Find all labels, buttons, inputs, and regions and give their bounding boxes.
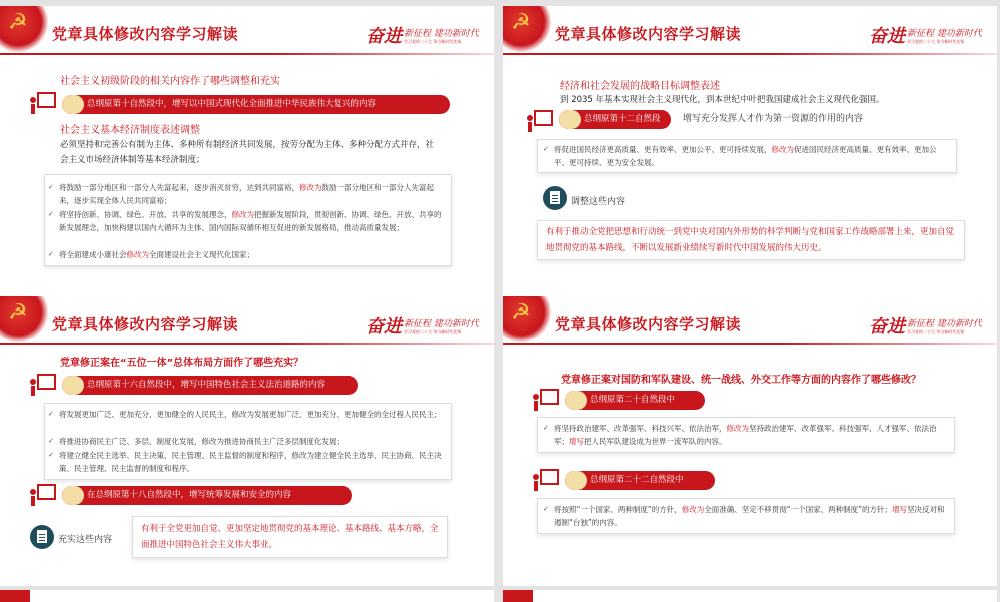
document-icon (30, 525, 54, 549)
bullet-box (537, 139, 957, 173)
question-heading: 社会主义初级阶段的相关内容作了哪些调整和充实 (60, 76, 280, 87)
bullet-item: ✓ 将坚持政治建军、改革强军、科技兴军、依法治军，修改为坚持政治建军、改革强军、科技强军、人才强军、依法治军；增写把人民军队建设成为世界一流军队的内容。 (543, 424, 937, 446)
conclusion-box (537, 220, 965, 260)
conclusion-text: 有利于推动全党把思想和行动统一到党中央对国内外形势的科学判断与党和国家工作战略部署上来，更加自觉地贯彻党的基本路线，不断以发展新业绩续写新时代中国发展的伟大历史。 (546, 227, 955, 253)
question-heading: 党章修正案在“五位一体”总体布局方面作了哪些充实？ (60, 358, 304, 369)
highlight-pill (559, 110, 671, 129)
lecture-icon (527, 110, 551, 132)
bullet-item: ✓ 将促进国民经济更高质量、更有效率、更加公平、更可持续发展，修改为促进国民经济更高质量、更有效率、更加公平、更可持续、更为安全发展。 (543, 145, 937, 167)
check-icon: ✓ (48, 210, 54, 218)
logo-slogan: 新征程 建功新时代 (907, 319, 982, 329)
party-flag-decoration (503, 296, 551, 342)
pill-label: 总纲原第十六自然段中，增写中国特色社会主义法治道路的内容 (87, 380, 326, 390)
bullet-item: ✓ 将发展更加广泛、更加充分、更加健全的人民民主，修改为发展更加广泛、更加充分、更加健全的全过程人民民主； (48, 410, 442, 419)
highlight-pill (565, 471, 715, 490)
enrich-label: 充实这些内容 (58, 535, 113, 545)
party-emblem-icon: ☭ (511, 10, 531, 35)
slide-title: 党章具体修改内容学习解读 (52, 25, 239, 43)
lecture-icon (30, 92, 54, 114)
logo-subslogan: 学习党的二十大 争当新时代先锋 (404, 329, 462, 334)
check-icon: ✓ (48, 183, 54, 191)
conclusion-box (132, 516, 448, 558)
logo-subslogan: 学习党的二十大 争当新时代先锋 (907, 39, 965, 44)
logo (863, 316, 983, 344)
question-heading: 经济和社会发展的战略目标调整表述 (560, 81, 720, 92)
slide-1[interactable] (0, 6, 494, 296)
check-icon: ✓ (543, 505, 549, 513)
lecture-icon (30, 484, 54, 506)
party-emblem-icon: ☭ (511, 300, 531, 325)
highlight-pill (62, 95, 450, 114)
party-flag-decoration (503, 6, 551, 52)
body-paragraph: 必须坚持和完善公有制为主体、多种所有制经济共同发展，按劳分配为主体、多种分配方式并存，社会主义市场经济体制等基本经济制度； (60, 140, 435, 165)
highlight-pill (62, 486, 352, 505)
next-slide-preview[interactable] (503, 590, 997, 602)
body-paragraph: 到 2035 年基本实现社会主义现代化，到本世纪中叶把我国建成社会主义现代化强国。 (560, 95, 885, 105)
party-emblem-icon: ☭ (8, 10, 28, 35)
party-flag-decoration (503, 590, 533, 602)
party-flag-decoration (0, 6, 48, 52)
pill-label: 总纲原第十二自然段 (584, 114, 661, 124)
highlight-pill (565, 391, 705, 410)
bullet-box (537, 498, 955, 534)
logo-big-text: 奋进 (869, 26, 905, 47)
conclusion-text: 有利于全党更加自觉、更加坚定地贯彻党的基本理论、基本路线、基本方略，全面推进中国特色社会主义伟大事业。 (141, 524, 439, 550)
logo-big-text: 奋进 (366, 26, 402, 47)
lecture-icon (533, 469, 557, 491)
party-emblem-icon: ☭ (8, 300, 28, 325)
document-icon (543, 186, 567, 210)
bullet-item: ✓ 将全面建成小康社会修改为全面建设社会主义现代化国家； (48, 250, 254, 259)
slide-title: 党章具体修改内容学习解读 (555, 25, 742, 43)
party-flag-decoration (0, 296, 48, 342)
slide-title: 党章具体修改内容学习解读 (52, 315, 239, 333)
pill-label: 总纲原第二十二自然段中 (590, 475, 684, 485)
check-icon: ✓ (543, 145, 549, 153)
logo-subslogan: 学习党的二十大 争当新时代先锋 (404, 39, 462, 44)
check-icon: ✓ (48, 437, 54, 445)
section-heading: 社会主义基本经济制度表述调整 (60, 125, 200, 136)
logo-slogan: 新征程 建功新时代 (907, 29, 982, 39)
next-slide-preview[interactable] (0, 590, 494, 602)
pill-description: 增写充分发挥人才作为第一资源的作用的内容 (683, 114, 864, 124)
pill-label: 总纲原第二十自然段中 (590, 395, 676, 405)
bullet-box (537, 417, 955, 453)
highlight-pill (62, 376, 358, 395)
slide-title: 党章具体修改内容学习解读 (555, 315, 742, 333)
lecture-icon (30, 374, 54, 396)
check-icon: ✓ (48, 250, 54, 258)
logo-subslogan: 学习党的二十大 争当新时代先锋 (907, 329, 965, 334)
slide-4[interactable] (503, 296, 997, 586)
party-flag-decoration (0, 590, 30, 602)
question-heading: 党章修正案对国防和军队建设、统一战线、外交工作等方面的内容作了哪些修改？ (561, 375, 921, 386)
adjust-label: 调整这些内容 (571, 197, 626, 207)
pill-label: 总纲原第十自然段中，增写以中国式现代化全面推进中华民族伟大复兴的内容 (87, 99, 377, 109)
bullet-box (44, 174, 452, 266)
logo (360, 316, 480, 344)
pill-label: 在总纲原第十八自然段中，增写统筹发展和安全的内容 (87, 490, 292, 500)
logo (360, 26, 480, 54)
bullet-item: ✓ 将坚持创新、协调、绿色、开放、共享的发展理念，修改为把握新发展阶段，贯彻创新、协调、绿色、开放、共享的新发展理念，加快构建以国内大循环为主体、国内国际双循环相互促进的新发展格局，推动高质量发展； (48, 210, 442, 232)
check-icon: ✓ (48, 410, 54, 418)
bullet-box (44, 403, 452, 480)
bullet-item: ✓ 将鼓励一部分地区和一部分人先富起来，逐步消灭贫穷，达到共同富裕，修改为鼓励一部分地区和一部分人先富起来，逐步实现全体人民共同富裕； (48, 183, 434, 205)
bullet-item: ✓ 将建立健全民主选举、民主决策、民主管理、民主监督的制度和程序，修改为建立健全民主选举、民主协商、民主决策、民主管理、民主监督的制度和程序。 (48, 451, 442, 473)
logo-big-text: 奋进 (366, 316, 402, 337)
check-icon: ✓ (48, 451, 54, 459)
check-icon: ✓ (543, 424, 549, 432)
bullet-item: ✓ 将推进协商民主广泛、多层、制度化发展，修改为推进协商民主广泛多层制度化发展； (48, 437, 344, 446)
slide-3[interactable] (0, 296, 494, 586)
logo-slogan: 新征程 建功新时代 (404, 29, 479, 39)
logo (863, 26, 983, 54)
slide-2[interactable] (503, 6, 997, 296)
bullet-item: ✓ 将按照“一个国家、两种制度”的方针，修改为全面准确、坚定不移贯彻“一个国家、两种制度”的方针；增写坚决反对和遏制“台独”的内容。 (543, 505, 945, 527)
lecture-icon (533, 389, 557, 411)
logo-big-text: 奋进 (869, 316, 905, 337)
logo-slogan: 新征程 建功新时代 (404, 319, 479, 329)
